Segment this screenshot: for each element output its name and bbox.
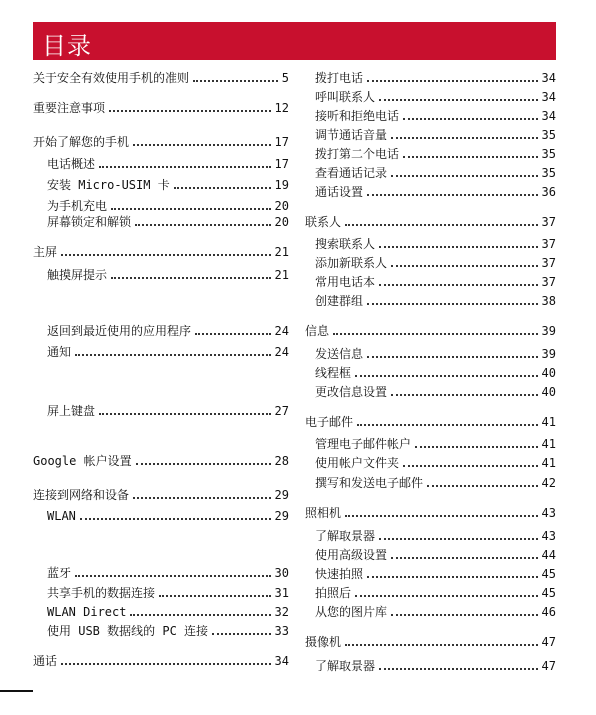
toc-entry-label: 使用 USB 数据线的 PC 连接: [47, 624, 209, 638]
toc-leader-dots: [367, 356, 538, 358]
toc-entry-label: 重要注意事项: [33, 101, 106, 115]
toc-leader-dots: [345, 224, 538, 226]
toc-leader-dots: [109, 110, 271, 112]
toc-entry-label: 照相机: [305, 506, 342, 520]
toc-entry-page: 43: [541, 529, 556, 543]
toc-leader-dots: [415, 446, 538, 448]
toc-leader-dots: [391, 614, 538, 616]
toc-entry[interactable]: [305, 320, 556, 338]
toc-leader-dots: [195, 333, 271, 335]
toc-entry-label: 返回到最近使用的应用程序: [47, 324, 192, 338]
toc-entry[interactable]: [47, 264, 289, 282]
toc-entry-label: 电话概述: [47, 157, 96, 171]
toc-entry[interactable]: [315, 433, 556, 451]
toc-leader-dots: [174, 187, 271, 189]
toc-entry-page: 35: [541, 128, 556, 142]
toc-entry-page: 20: [274, 215, 289, 229]
toc-entry-page: 29: [274, 509, 289, 523]
toc-entry-page: 41: [541, 415, 556, 429]
toc-entry-page: 42: [541, 476, 556, 490]
toc-entry[interactable]: [33, 97, 289, 115]
toc-entry[interactable]: [315, 544, 556, 562]
toc-title: 目录: [42, 32, 92, 60]
toc-leader-dots: [111, 208, 271, 210]
toc-leader-dots: [355, 375, 538, 377]
toc-entry-page: 43: [541, 506, 556, 520]
toc-entry-page: 47: [541, 659, 556, 673]
toc-leader-dots: [212, 633, 271, 635]
toc-entry-label: 撰写和发送电子邮件: [315, 476, 424, 490]
toc-entry-label: 接听和拒绝电话: [315, 109, 400, 123]
toc-entry-label: 关于安全有效使用手机的准则: [33, 71, 190, 85]
toc-leader-dots: [367, 194, 538, 196]
toc-entry[interactable]: [315, 472, 556, 490]
toc-entry[interactable]: [315, 452, 556, 470]
toc-leader-dots: [333, 333, 538, 335]
toc-entry-label: 呼叫联系人: [315, 90, 376, 104]
toc-entry[interactable]: [315, 105, 556, 123]
toc-entry-page: 17: [274, 135, 289, 149]
toc-entry-page: 44: [541, 548, 556, 562]
toc-entry[interactable]: [315, 362, 556, 380]
toc-entry-label: 了解取景器: [315, 659, 376, 673]
toc-entry-label: 为手机充电: [47, 199, 108, 213]
toc-leader-dots: [403, 118, 538, 120]
toc-entry-page: 27: [274, 404, 289, 418]
toc-entry[interactable]: [305, 502, 556, 520]
toc-entry[interactable]: [47, 320, 289, 338]
toc-entry-label: 使用高级设置: [315, 548, 388, 562]
toc-entry-label: 共享手机的数据连接: [47, 586, 156, 600]
toc-entry-page: 37: [541, 215, 556, 229]
toc-leader-dots: [75, 354, 271, 356]
toc-entry-page: 40: [541, 385, 556, 399]
toc-entry-page: 34: [541, 90, 556, 104]
toc-leader-dots: [130, 614, 270, 616]
toc-entry-page: 47: [541, 635, 556, 649]
toc-leader-dots: [391, 137, 538, 139]
toc-entry[interactable]: [305, 631, 556, 649]
toc-leader-dots: [159, 595, 271, 597]
toc-leader-dots: [99, 166, 271, 168]
toc-entry-label: 更改信息设置: [315, 385, 388, 399]
toc-entry-page: 5: [281, 71, 289, 85]
toc-leader-dots: [391, 265, 538, 267]
toc-entry-label: 主屏: [33, 245, 58, 259]
toc-entry-label: Google 帐户设置: [33, 454, 132, 468]
toc-entry-label: 添加新联系人: [315, 256, 388, 270]
toc-entry-page: 37: [541, 256, 556, 270]
toc-entry-label: 了解取景器: [315, 529, 376, 543]
toc-entry[interactable]: [315, 233, 556, 251]
toc-entry-label: 屏上键盘: [47, 404, 96, 418]
toc-entry-page: 40: [541, 366, 556, 380]
toc-leader-dots: [403, 156, 538, 158]
toc-leader-dots: [367, 80, 538, 82]
toc-entry-label: 拨打电话: [315, 71, 364, 85]
toc-entry-label: 管理电子邮件帐户: [315, 437, 412, 451]
toc-entry[interactable]: [315, 290, 556, 308]
toc-entry-label: WLAN: [47, 509, 76, 523]
toc-entry[interactable]: [33, 484, 289, 502]
toc-entry[interactable]: [33, 450, 289, 468]
toc-entry-page: 34: [541, 71, 556, 85]
toc-entry-label: WLAN Direct: [47, 605, 127, 619]
toc-entry[interactable]: [47, 620, 289, 638]
toc-leader-dots: [345, 515, 538, 517]
toc-entry-page: 35: [541, 147, 556, 161]
toc-entry-page: 21: [274, 245, 289, 259]
toc-entry[interactable]: [315, 655, 556, 673]
toc-leader-dots: [136, 463, 271, 465]
toc-leader-dots: [379, 538, 538, 540]
toc-entry[interactable]: [315, 252, 556, 270]
toc-leader-dots: [99, 413, 271, 415]
toc-entry-label: 信息: [305, 324, 330, 338]
toc-entry-page: 21: [274, 268, 289, 282]
toc-entry-label: 创建群组: [315, 294, 364, 308]
toc-leader-dots: [427, 485, 538, 487]
toc-entry[interactable]: [315, 525, 556, 543]
toc-entry[interactable]: [33, 241, 289, 259]
toc-entry[interactable]: [315, 381, 556, 399]
toc-entry-page: 41: [541, 456, 556, 470]
toc-entry-label: 蓝牙: [47, 566, 72, 580]
toc-entry-page: 37: [541, 237, 556, 251]
toc-leader-dots: [379, 284, 538, 286]
toc-entry-label: 屏幕锁定和解锁: [47, 215, 132, 229]
toc-entry-page: 41: [541, 437, 556, 451]
toc-leader-dots: [367, 576, 538, 578]
toc-entry-label: 安装 Micro-USIM 卡: [47, 178, 170, 192]
toc-entry-page: 33: [274, 624, 289, 638]
toc-leader-dots: [135, 224, 271, 226]
toc-entry-page: 38: [541, 294, 556, 308]
toc-entry[interactable]: [315, 67, 556, 85]
toc-entry-label: 从您的图片库: [315, 605, 388, 619]
toc-entry-page: 24: [274, 345, 289, 359]
toc-leader-dots: [391, 175, 538, 177]
toc-entry-label: 快速拍照: [315, 567, 364, 581]
toc-leader-dots: [379, 246, 538, 248]
toc-entry-label: 搜索联系人: [315, 237, 376, 251]
toc-entry[interactable]: [315, 343, 556, 361]
toc-entry-label: 电子邮件: [305, 415, 354, 429]
toc-leader-dots: [111, 277, 271, 279]
toc-entry-label: 拍照后: [315, 586, 352, 600]
toc-entry-page: 19: [274, 178, 289, 192]
toc-leader-dots: [367, 303, 538, 305]
toc-entry[interactable]: [315, 582, 556, 600]
toc-entry[interactable]: [315, 181, 556, 199]
toc-leader-dots: [391, 557, 538, 559]
toc-leader-dots: [75, 575, 271, 577]
toc-entry-page: 12: [274, 101, 289, 115]
toc-entry-page: 39: [541, 347, 556, 361]
toc-entry-page: 36: [541, 185, 556, 199]
toc-entry-page: 32: [274, 605, 289, 619]
toc-leader-dots: [379, 99, 538, 101]
toc-entry-page: 29: [274, 488, 289, 502]
toc-entry[interactable]: [305, 211, 556, 229]
toc-entry-page: 46: [541, 605, 556, 619]
toc-entry[interactable]: [47, 153, 289, 171]
toc-entry-label: 通话设置: [315, 185, 364, 199]
toc-entry[interactable]: [47, 601, 289, 619]
toc-leader-dots: [61, 663, 271, 665]
toc-entry-page: 34: [274, 654, 289, 668]
toc-entry-label: 使用帐户文件夹: [315, 456, 400, 470]
toc-entry-page: 45: [541, 567, 556, 581]
toc-entry-page: 37: [541, 275, 556, 289]
toc-leader-dots: [61, 254, 271, 256]
toc-leader-dots: [391, 394, 538, 396]
toc-leader-dots: [403, 465, 538, 467]
toc-entry-page: 28: [274, 454, 289, 468]
toc-entry-page: 45: [541, 586, 556, 600]
toc-entry[interactable]: [33, 131, 289, 149]
toc-entry-label: 线程框: [315, 366, 352, 380]
toc-entry[interactable]: [315, 143, 556, 161]
toc-entry[interactable]: [47, 400, 289, 418]
toc-entry[interactable]: [315, 563, 556, 581]
toc-entry[interactable]: [315, 162, 556, 180]
toc-entry-label: 触摸屏提示: [47, 268, 108, 282]
toc-entry[interactable]: [33, 67, 289, 85]
toc-entry-label: 联系人: [305, 215, 342, 229]
toc-entry-label: 发送信息: [315, 347, 364, 361]
toc-entry[interactable]: [47, 562, 289, 580]
toc-entry[interactable]: [47, 211, 289, 229]
toc-entry-page: 17: [274, 157, 289, 171]
toc-leader-dots: [355, 595, 538, 597]
toc-entry[interactable]: [47, 341, 289, 359]
toc-entry[interactable]: [315, 86, 556, 104]
toc-entry-page: 39: [541, 324, 556, 338]
toc-entry-page: 20: [274, 199, 289, 213]
toc-entry-label: 常用电话本: [315, 275, 376, 289]
toc-entry[interactable]: [47, 582, 289, 600]
toc-entry[interactable]: [315, 271, 556, 289]
toc-entry-label: 连接到网络和设备: [33, 488, 130, 502]
toc-entry-page: 31: [274, 586, 289, 600]
toc-header: [33, 22, 556, 60]
toc-entry-page: 35: [541, 166, 556, 180]
toc-leader-dots: [357, 424, 538, 426]
toc-leader-dots: [379, 668, 538, 670]
page-corner-rule: [0, 690, 33, 692]
toc-entry-label: 摄像机: [305, 635, 342, 649]
toc-entry-page: 24: [274, 324, 289, 338]
toc-leader-dots: [345, 644, 538, 646]
toc-entry[interactable]: [305, 411, 556, 429]
toc-entry-label: 拨打第二个电话: [315, 147, 400, 161]
toc-entry-label: 通知: [47, 345, 72, 359]
toc-entry[interactable]: [33, 650, 289, 668]
toc-entry[interactable]: [315, 124, 556, 142]
toc-entry-page: 30: [274, 566, 289, 580]
toc-entry-page: 34: [541, 109, 556, 123]
toc-entry-label: 调节通话音量: [315, 128, 388, 142]
toc-leader-dots: [193, 80, 278, 82]
toc-entry-label: 通话: [33, 654, 58, 668]
toc-leader-dots: [80, 518, 271, 520]
toc-leader-dots: [133, 144, 271, 146]
toc-entry[interactable]: [47, 174, 289, 192]
toc-entry[interactable]: [47, 505, 289, 523]
toc-leader-dots: [133, 497, 271, 499]
toc-entry[interactable]: [315, 601, 556, 619]
toc-entry-label: 查看通话记录: [315, 166, 388, 180]
toc-entry-label: 开始了解您的手机: [33, 135, 130, 149]
